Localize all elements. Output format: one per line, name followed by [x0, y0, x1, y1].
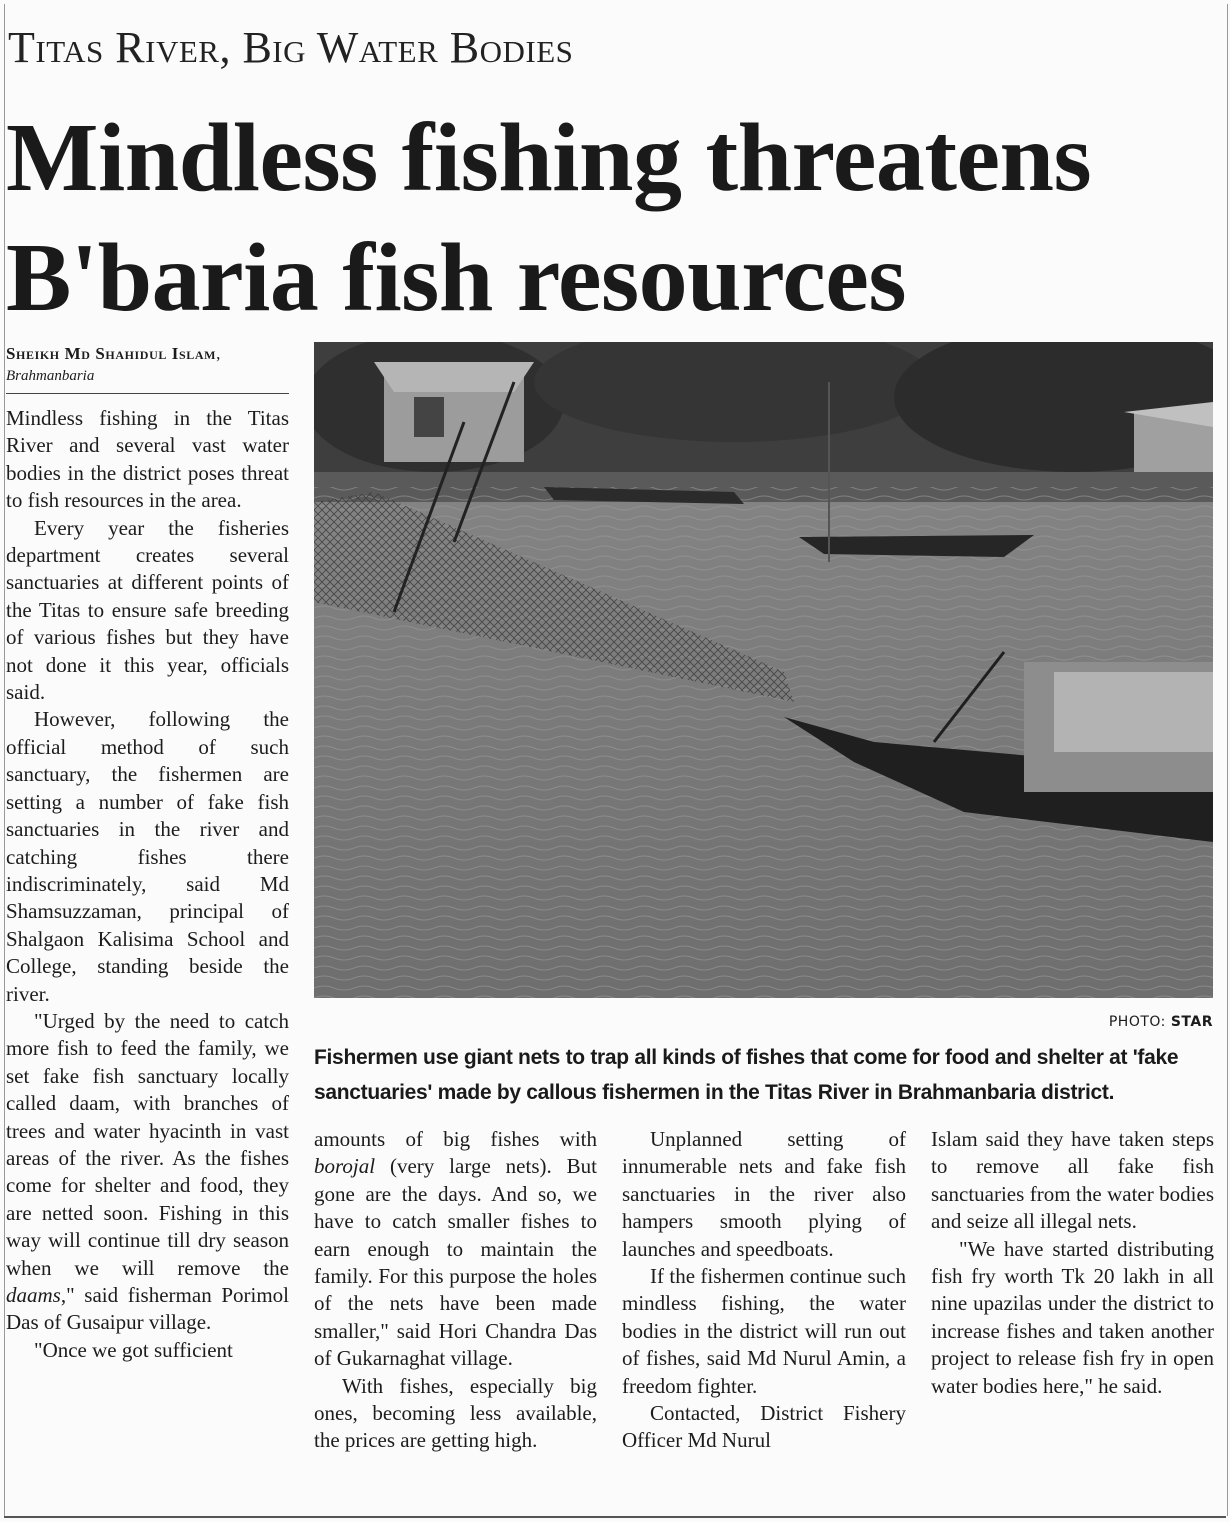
byline: Sheikh Md Shahidul Islam, Brahmanbaria [6, 343, 289, 394]
italic-term: daams [6, 1283, 61, 1307]
article-headline [6, 98, 1221, 338]
paragraph-text: (very large nets). But gone are the days. And so, we have to catch smaller fishes to earn enough to maintain the family. For this purpose the holes of the nets have been made smaller," said Hori Chandra Das of Gukarnaghat village. [314, 1154, 597, 1371]
italic-term: borojal [314, 1154, 376, 1179]
paragraph: "Once we got sufficient [34, 1337, 233, 1362]
paragraph [6, 1008, 289, 1337]
paragraph: Every year the fisheries department creates several sanctuaries at different points of the Titas to ensure safe breeding of various fishes but they have not done it this year, officials said. [6, 515, 289, 705]
article-column-3 [622, 1126, 906, 1455]
article-column-1 [6, 405, 289, 1364]
credit-label: PHOTO: [1108, 1014, 1166, 1030]
article-column-2 [314, 1126, 597, 1455]
article-photo [314, 342, 1213, 998]
paragraph: With fishes, especially big ones, becoming less available, the prices are getting high. [314, 1373, 597, 1453]
photo-credit [314, 1014, 1213, 1030]
article-kicker: Titas River, Big Water Bodies [8, 23, 574, 72]
paragraph: If the fishermen continue such mindless fishing, the water bodies in the district will run out of fishes, said Md Nurul Amin, a freedom fighter. [622, 1264, 906, 1398]
byline-name: Sheikh Md Shahidul Islam [6, 344, 217, 363]
paragraph: Islam said they have taken steps to remove all fake fish sanctuaries from the water bodies and seize all illegal nets. [931, 1127, 1214, 1234]
bottom-rule [4, 1516, 1226, 1518]
paragraph-text: amounts of big fishes with [314, 1127, 597, 1151]
headline-line-1: Mindless fishing threatens [6, 104, 1092, 212]
fishermen-photo [314, 342, 1213, 998]
paragraph: However, following the official method of such sanctuary, the fishermen are setting a number of fake fish sanctuaries in the river and catching fishes there indiscriminately, said Md Shamsuzzaman, principal of Shalgaon Kalisima School and College, standing beside the river. [6, 707, 289, 1006]
paragraph: "We have started distributing fish fry worth Tk 20 lakh in all nine upazilas under the district to increase fishes and taken another project to release fish fry in open water bodies here," he said. [931, 1236, 1214, 1398]
headline-line-2: B'baria fish resources [6, 224, 907, 332]
byline-location: Brahmanbaria [6, 368, 95, 384]
paragraph-text: ," said fisherman Porimol Das of Gusaipur village. [6, 1283, 289, 1335]
paragraph [314, 1126, 597, 1373]
paragraph-text: "Urged by the need to catch more fish to feed the family, we set fake fish sanctuary locally called daam, with branches of trees and water hyacinth in vast areas of the river. As the fishes come for shelter and food, they are netted soon. Fishing in this way will continue till dry season when we will remove the [6, 1008, 289, 1280]
credit-source: STAR [1170, 1014, 1213, 1030]
photo-caption: Fishermen use giant nets to trap all kinds of fishes that come for food and shelter at 'fake sanctuaries' made by callous fishermen in the Titas River in Brahmanbaria district. [314, 1046, 1179, 1104]
paragraph: Mindless fishing in the Titas River and several vast water bodies in the district poses threat to fish resources in the area. [6, 406, 289, 513]
article-column-4 [931, 1126, 1214, 1400]
paragraph: Contacted, District Fishery Officer Md Nurul [622, 1401, 906, 1453]
paragraph: Unplanned setting of innumerable nets and fake fish sanctuaries in the river also hampers smooth plying of launches and speedboats. [622, 1127, 906, 1261]
